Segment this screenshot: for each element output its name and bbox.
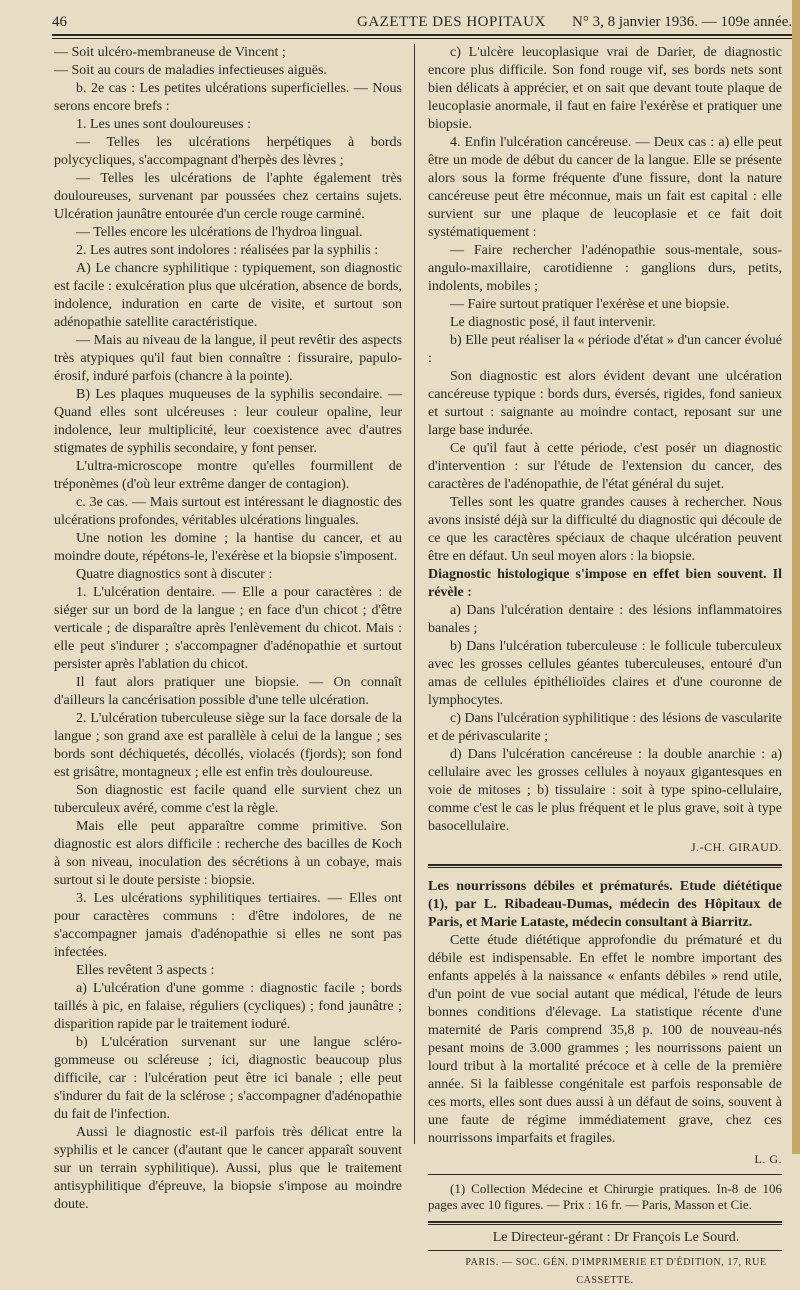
paragraph: c) L'ulcère leucoplasique vrai de Darier, de diagnostic encore plus difficile. Son fond rouge vif, ses bords nets sont bien délicats à apprécier, et on sait que devant toute plaque de leucoplasie anormale, il faut en faire l'exérèse et pratiquer une biopsie.: [428, 45, 782, 132]
paragraph: Son diagnostic est facile quand elle survient chez un tuberculeux avéré, comme c'est la règle.: [54, 783, 402, 816]
paragraph: d) Dans l'ulcération cancéreuse : la double anarchie : a) cellulaire avec les grosses cellules à noyaux gigantesques en voie de mitoses ; b) tissulaire : soit à type spino-cellulaire, comme c'est le cas le plus fréquent et le plus grave, soit à type basocellulaire.: [428, 747, 782, 834]
paragraph: Son diagnostic est alors évident devant une ulcération cancéreuse typique : bords durs, éversés, rigides, fond sanieux et surtout : saignante au moindre contact, reposant sur une large base indurée.: [428, 369, 782, 438]
footnote: (1) Collection Médecine et Chirurgie pratiques. In-8 de 106 pages avec 10 figures. — Prix : 16 fr. — Paris, Masson et Cie.: [428, 1181, 782, 1212]
paragraph: 1. L'ulcération dentaire. — Elle a pour caractères : de siéger sur un bord de la langue ; en face d'un chicot ; d'être verticale ; de disparaître après l'enlèvement du chicot. Mais : elle peut s'indurer ; s'accompagner d'adénopathie et surtout persister après l'ablation du chicot.: [54, 585, 402, 672]
section-rule-thin: [428, 867, 782, 868]
paragraph: L'ultra-microscope montre qu'elles fourmillent de tréponèmes (d'où leur extrême danger de contagion).: [54, 459, 402, 492]
page-edge: [792, 0, 800, 1154]
right-column: [428, 44, 782, 1286]
paragraph: b) Elle peut réaliser la « période d'état » d'un cancer évolué :: [428, 333, 782, 366]
column-divider: [414, 44, 415, 1144]
paragraph: — Telles encore les ulcérations de l'hydroa lingual.: [76, 225, 363, 240]
paragraph: 3. Les ulcérations syphilitiques tertiaires. — Elles ont pour caractères communs : d'être indolores, de ne s'accompagner jamais d'adénopathie si elles ne sont pas infectées.: [54, 891, 402, 960]
paragraph: c. 3e cas. — Mais surtout est intéressant le diagnostic des ulcérations profondes, véritables ulcérations linguales.: [54, 495, 402, 528]
paragraph: Une notion les domine ; la hantise du cancer, et au moindre doute, répétons-le, l'exérèse et la biopsie s'imposent.: [54, 531, 402, 564]
page-header: [52, 10, 792, 36]
histology-heading: Diagnostic histologique s'impose en effet bien souvent. Il révèle :: [428, 567, 782, 600]
book-review-body: Cette étude diététique approfondie du prématuré et du débile est indispensable. En effet le nombre important des enfants appelés à la naissance « enfants débiles » rend utile, d'un point de vue social autant que médical, l'étude de leurs bonnes conditions d'élevage. La statistique récente d'une maternité de Paris comprend 35,8 p. 100 de nouveau-nés pesant moins de 3.000 grammes ; les nourrissons paient un lourd tribut à la mortalité précoce et à celle de la première année. Si la faiblesse congénitale est parfois responsable de ces morts, elles sont dues aussi à un défaut de soins, souvent à une faute de régime immédiatement grave, chez ces nourrissons imparfaits et fragiles.: [428, 933, 782, 1146]
paragraph: 4. Enfin l'ulcération cancéreuse. — Deux cas : a) elle peut être un mode de début du cancer de la langue. Elle se présente alors sous la forme fréquente d'une fissure, dont la nature cancéreuse peut être méconnue, mais un fait est capital : elle survient sur une plaque de leucoplasie et ce fait doit systématiquement :: [428, 135, 782, 240]
paragraph: — Telles les ulcérations de l'aphte également très douloureuses, survenant par poussées chez certains sujets. Ulcération jaunâtre entourée d'un cercle rouge carminé.: [54, 171, 402, 222]
footer-rule-thin: [428, 1224, 782, 1225]
printer-imprint: PARIS. — SOC. GÉN. D'IMPRIMERIE ET D'ÉDITION, 17, RUE CASSETTE.: [465, 1257, 767, 1286]
author-signature: J.-CH. GIRAUD.: [691, 840, 782, 854]
paragraph: a) L'ulcération d'une gomme : diagnostic facile ; bords taillés à pic, en falaise, réguliers (cycliques) ; fond jaunâtre ; disparition rapide par le traitement ioduré.: [54, 981, 402, 1032]
paragraph: Ce qu'il faut à cette période, c'est posér un diagnostic d'intervention : sur l'étude de l'extension du cancer, des caractères de l'adénopathie, de l'état général du sujet.: [428, 441, 782, 492]
book-review-heading: Les nourrissons débiles et prématurés. Etude diététique (1), par L. Ribadeau-Dumas, médecin des Hôpitaux de Paris, et Marie Lataste, médecin consultant à Biarritz.: [428, 879, 782, 930]
paragraph: b) Dans l'ulcération tuberculeuse : le follicule tuberculeux avec les grosses cellules géantes tuberculeuses, entouré d'un amas de cellules épithélioïdes claires et d'une couronne de lymphocytes.: [428, 639, 782, 708]
director-manager: Le Directeur-gérant : Dr François Le Sourd.: [492, 1230, 740, 1245]
header-rule: [52, 34, 792, 36]
issue-info: N° 3, 8 janvier 1936. — 109e année.: [572, 14, 793, 30]
paragraph: 2. L'ulcération tuberculeuse siège sur la face dorsale de la langue ; son grand axe est parallèle à celui de la langue ; ses bords sont déchiquetés, décollés, violacés (fjords); son fond est grisâtre, montagneux ; elle est enfin très douloureuse.: [54, 711, 402, 780]
paragraph: — Telles les ulcérations herpétiques à bords polycycliques, s'accompagnant d'herpès des lèvres ;: [54, 135, 402, 168]
section-rule: [428, 864, 782, 866]
footnote-rule: [428, 1174, 782, 1175]
paragraph: Aussi le diagnostic est-il parfois très délicat entre la syphilis et le cancer (d'autant que le cancer apparaît souvent sur un terrain syphilitique). Aussi, plus que le traitement antisyphilitique d'épreuve, la biopsie s'impose au moindre doute.: [54, 1125, 402, 1212]
paragraph: 2. Les autres sont indolores : réalisées par la syphilis :: [76, 243, 379, 258]
paragraph: Quatre diagnostics sont à discuter :: [76, 567, 273, 582]
left-column: [54, 44, 402, 1212]
paragraph: — Faire surtout pratiquer l'exérèse et une biopsie.: [450, 297, 730, 312]
paragraph: — Soit au cours de maladies infectieuses aiguës.: [54, 63, 327, 78]
paragraph: b. 2e cas : Les petites ulcérations superficielles. — Nous serons encore brefs :: [54, 81, 402, 114]
paragraph: Telles sont les quatre grandes causes à rechercher. Nous avons insisté déjà sur la difficulté du diagnostic qui découle de ce que les caractères spéciaux de chaque ulcération peuvent être en défaut. Un seul moyen alors : la biopsie.: [428, 495, 782, 564]
paragraph: a) Dans l'ulcération dentaire : des lésions inflammatoires banales ;: [428, 603, 782, 636]
paragraph: — Mais au niveau de la langue, il peut revêtir des aspects très atypiques qu'il faut bien connaître : fissuraire, papulo-érosif, induré parfois (chancre à la pointe).: [54, 333, 402, 384]
page-number: 46: [52, 14, 67, 30]
paragraph: Il faut alors pratiquer une biopsie. — On connaît d'ailleurs la cancérisation possible d'une telle ulcération.: [54, 675, 402, 708]
paragraph: Elles revêtent 3 aspects :: [76, 963, 215, 978]
journal-title: GAZETTE DES HOPITAUX: [357, 14, 546, 30]
printer-rule: [428, 1250, 782, 1251]
footer-rule: [428, 1221, 782, 1223]
paragraph: — Soit ulcéro-membraneuse de Vincent ;: [54, 45, 286, 60]
paragraph: Le diagnostic posé, il faut intervenir.: [450, 315, 656, 330]
paragraph: A) Le chancre syphilitique : typiquement, son diagnostic est facile : exulcération plus que ulcération, absence de bords, indolence, induration en carte de visite, et surtout son adénopathie satellite caractéristique.: [54, 261, 402, 330]
paragraph: B) Les plaques muqueuses de la syphilis secondaire. — Quand elles sont ulcéreuses : leur couleur opaline, leur indolence, leur multiplicité, leur coexistence avec d'autres stigmates de syphilis secondaire, y font penser.: [54, 387, 402, 456]
paragraph: Mais elle peut apparaître comme primitive. Son diagnostic est alors difficile : recherche des bacilles de Koch à son niveau, inoculation des sécrétions à un cobaye, mais surtout si le doute persiste : biopsie.: [54, 819, 402, 888]
header-rule-thin: [52, 38, 792, 39]
paragraph: b) L'ulcération survenant sur une langue scléro-gommeuse ou scléreuse ; ici, diagnostic beaucoup plus difficile, car : l'ulcération peut être ici banale ; elle peut s'indurer du fait de la sclérose ; s'accompagner d'adénopathie du fait de l'infection.: [54, 1035, 402, 1122]
paragraph: c) Dans l'ulcération syphilitique : des lésions de vascularite et de périvascularite ;: [428, 711, 782, 744]
book-review-initials: L. G.: [754, 1152, 782, 1166]
paragraph: 1. Les unes sont douloureuses :: [76, 117, 251, 132]
paragraph: — Faire rechercher l'adénopathie sous-mentale, sous-angulo-maxillaire, carotidienne : ganglions durs, petits, indolents, mobiles ;: [428, 243, 782, 294]
